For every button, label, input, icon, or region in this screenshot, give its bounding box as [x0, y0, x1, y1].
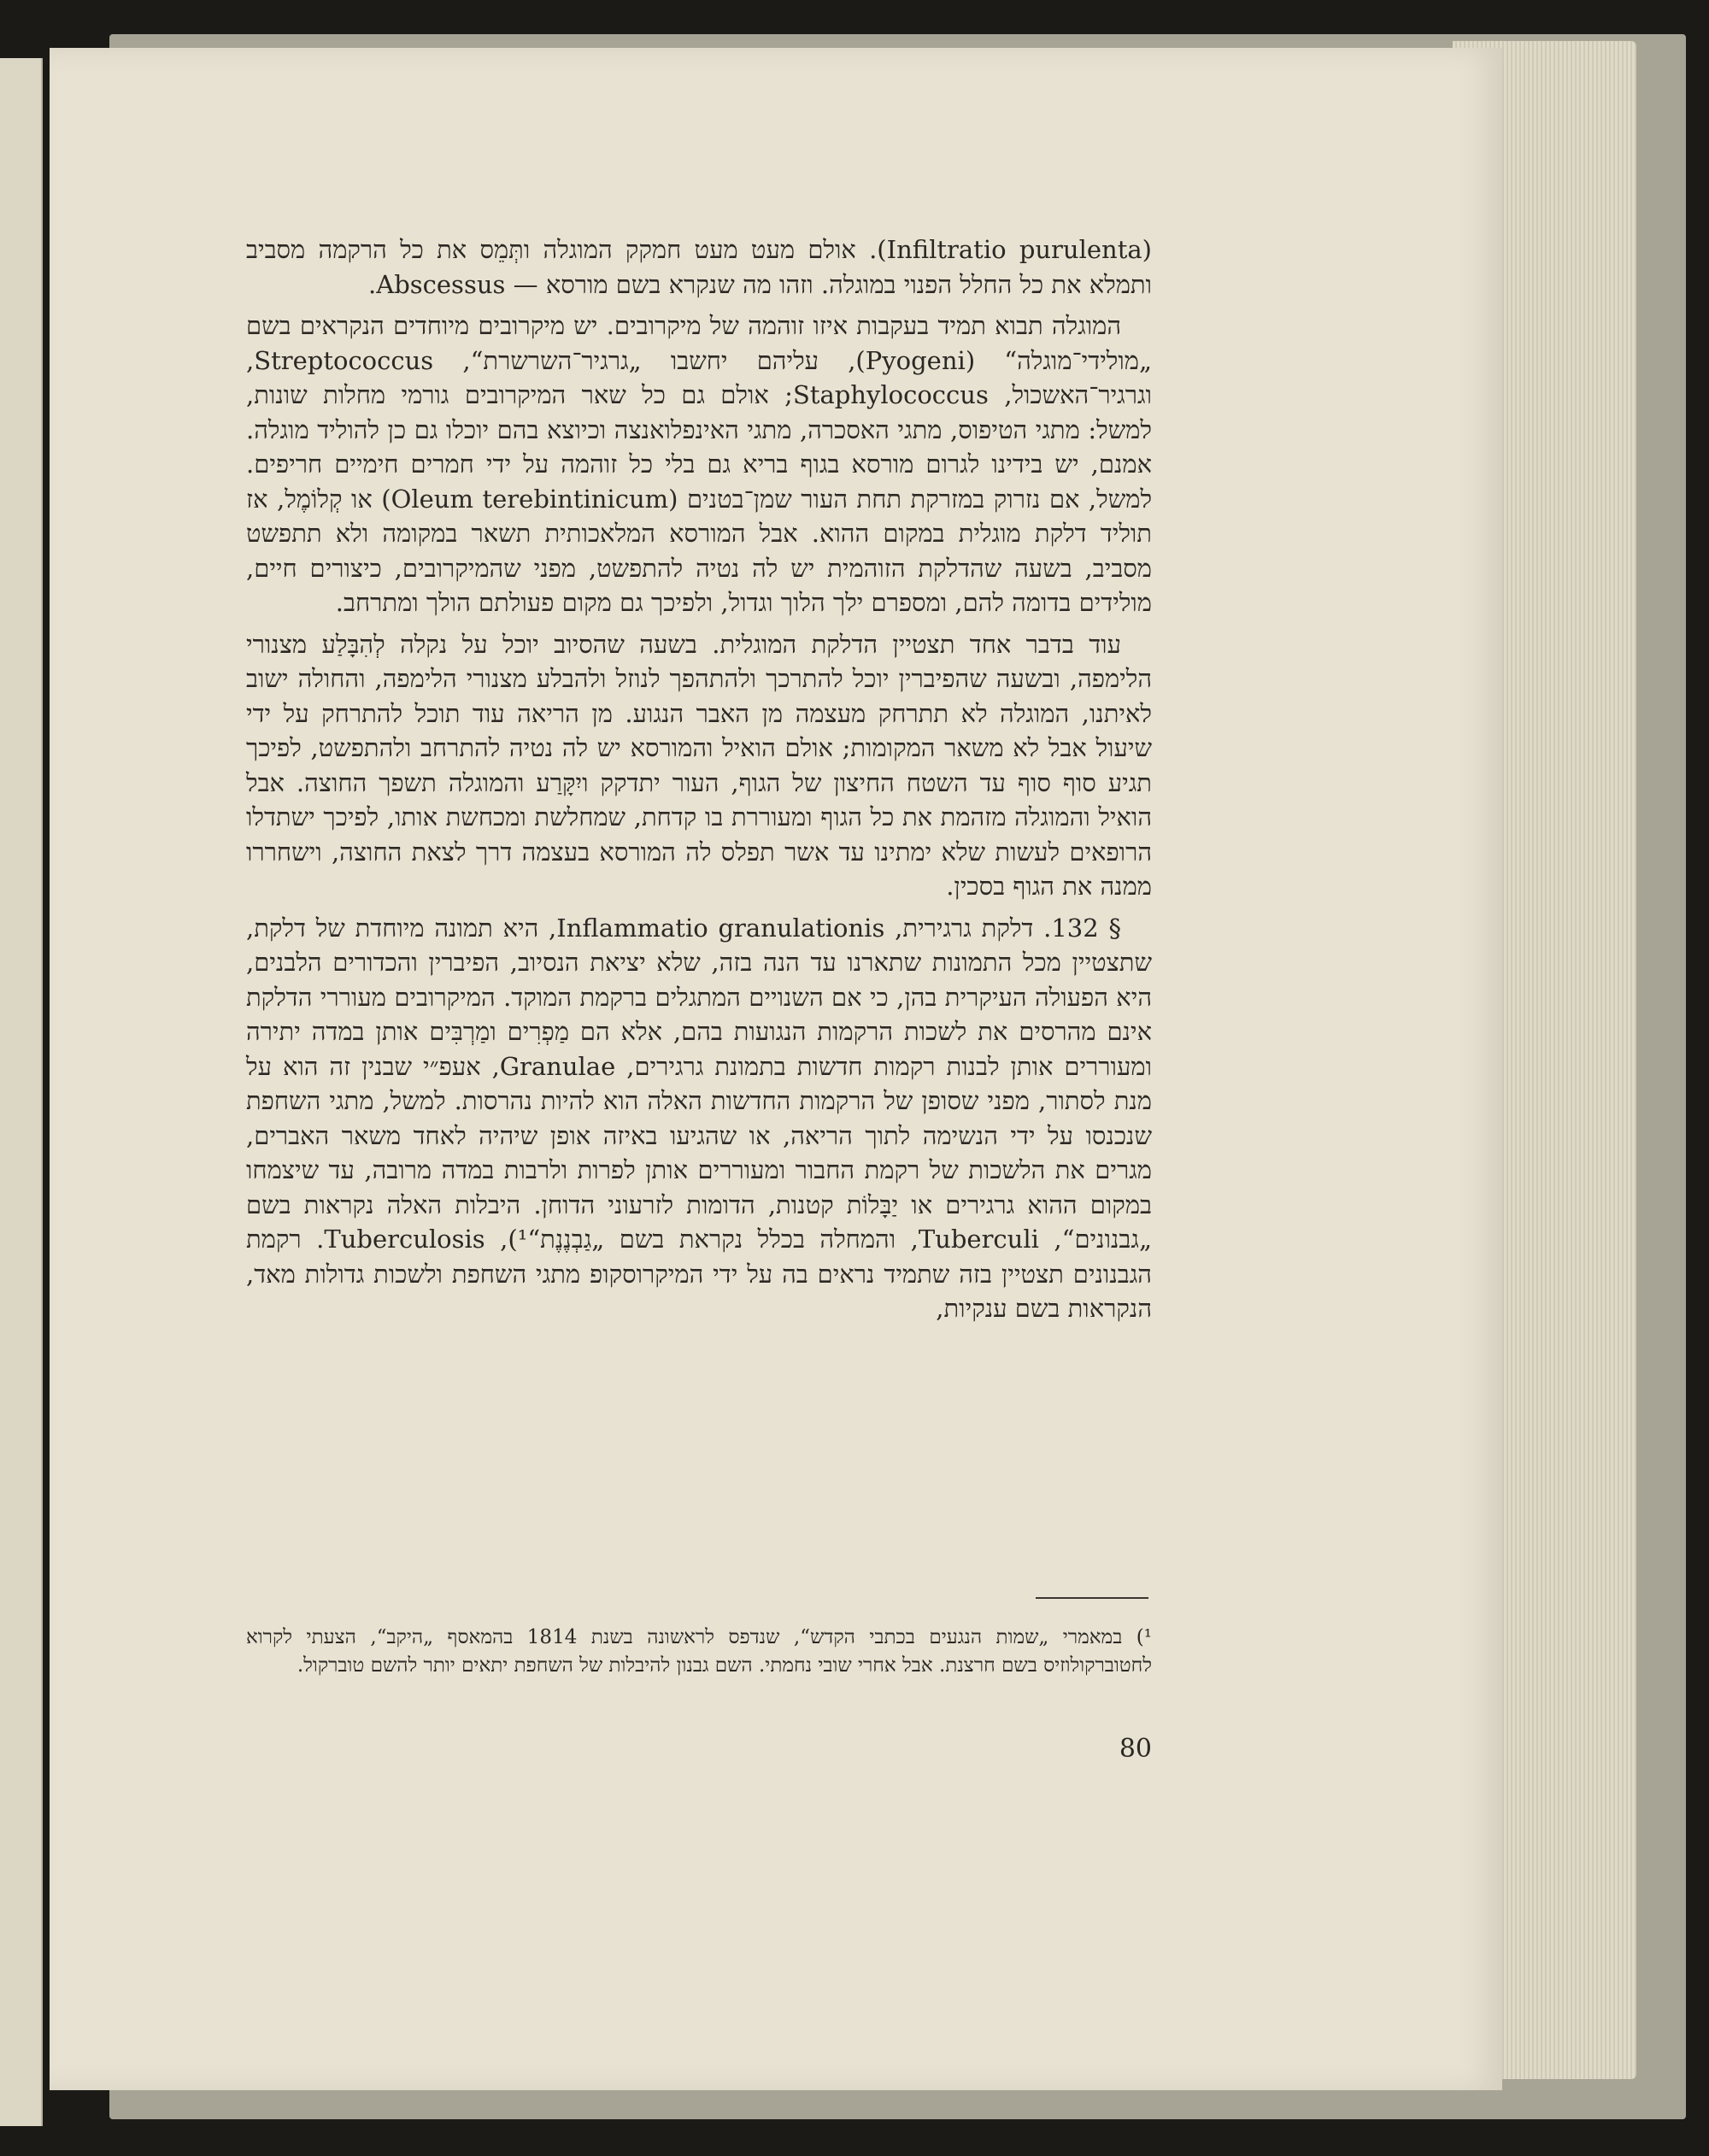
paragraph-section-132: § 132. דלקת גרגירית, Inflammatio granulationis, היא תמונה מיוחדת של דלקת, שתצטיין מכל התמונות שתארנו עד הנה בזה, שלא יציאת הנסיוב, הפיברין והכדורים הלבנים, היא הפעולה העיקרית בהן, כי אם השנויים המתגלים ברקמת המוקד. המיקרובים מעוררי הדלקת אינם מהרסים את לשכות הרקמות הנגועות בהם, אלא הם מַפְרִים ומַרְבִּים אותן במדה יתירה ומעוררים אותן לבנות רקמות חדשות בתמונת גרגירים, Granulae, אעפ״י שבנין זה הוא על מנת לסתור, מפני שסופן של הרקמות החדשות האלה הוא להיות נהרסות. למשל, מתגי השחפת שנכנסו על ידי הנשימה לתוך הריאה, או שהגיעו באיזה אופן שיהיה לאחד משאר האברים, מגרים את הלשכות של רקמת החבור ומעוררים אותן לפרות ולרבות במדה מרובה, עד שיצמחו במקום ההוא גרגירים או יַבָּלוֹת קטנות, הדומות לזרעוני הדוחן. היבלות האלה נקראות בשם „גבנונים“, Tuberculi, והמחלה בכלל נקראת בשם „גַבְנֶנֶת“¹), Tuberculosis. רקמת הגבנונים תצטיין בזה שתמיד נראים בה על ידי המיקרוסקופ מתגי השחפת ולשכות גדולות מאד, הנקראות בשם ענקיות, — [246, 913, 1152, 1323]
footnote-rule — [1036, 1597, 1148, 1599]
paragraph: עוד בדבר אחד תצטיין הדלקת המוגלית. בשעה שהסיוב יוכל על נקלה לְהִבָּלַע מצנורי הלימפה, ובשעה שהפיברין יוכל להתרכך ולהתהפך לנוזל ולהבלע מצנורי הלימפה, והחולה ישוב לאיתנו, המוגלה לא תתרחק מעצמה מן האבר הנגוע. מן הריאה עוד תוכל להתרחק על ידי שיעול אבל לא משאר המקומות; אולם הואיל והמורסא יש לה נטיה להתרחב ולהתפשט, לפיכך תגיע סוף סוף עד השטח החיצון של הגוף, העור יתדקק ויִקָּרַע והמוגלה תשפך החוצה. אבל הואיל והמוגלה מזהמת את כל הגוף ומעוררת בו קדחת, שמחלשת ומכחשת אותו, לפיכך ישתדלו הרופאים לעשות שלא ימתינו עד אשר תפלס לה המורסא בעצמה דרך לצאת החוצה, וישחררו ממנה את הגוף בסכין. — [246, 629, 1152, 901]
page-number: 80 — [1119, 1734, 1152, 1764]
page-body — [246, 232, 1152, 1326]
footnote: ¹) במאמרי „שמות הנגעים בכתבי הקדש“, שנדפס לראשונה בשנת 1814 בהמאסף „היקב“, הצעתי לקרוא לחטוברקולוזיס בשם חרצנת. אבל אחרי שובי נחמתי. השם גבנון להיבלות של השחפת יתאים יותר להשם טוברקול. — [246, 1626, 1152, 1677]
left-page-edge — [0, 58, 43, 2126]
paragraph: (Infiltratio purulenta). אולם מעט מעט חמקק המוגלה ותְּמֵס את כל הרקמה מסביב ותמלא את כל החלל הפנוי במוגלה. וזהו מה שנקרא בשם מורסא — Abscessus. — [246, 235, 1152, 299]
paragraph: המוגלה תבוא תמיד בעקבות איזו זוהמה של מיקרובים. יש מיקרובים מיוחדים הנקראים בשם „מולידי־מוגלה“ (Pyogeni), עליהם יחשבו „גרגיר־השרשרת“, Streptococcus, וגרגיר־האשכול, Staphylococcus; אולם גם כל שאר המיקרובים גורמי מחלות שונות, למשל: מתגי הטיפוס, מתגי האסכרה, מתגי האינפלואנצה וכיוצא בהם יוכלו גם כן להוליד מוגלה. אמנם, יש בידינו לגרום מורסא בגוף בריא גם בלי כל זוהמה על ידי חמרים חימיים חריפים. למשל, אם נזרוק במזרקת תחת העור שמן־בטנים (Oleum terebintinicum) או קְלוֹמֶל, אז תוליד דלקת מוגלית במקום ההוא. אבל המורסא המלאכותית תשאר במקומה ולא תתפשט מסביב, בשעה שהדלקת הזוהמית יש לה נטיה להתפשט, מפני שהמיקרובים, כיצורים חיים, מולידים בדומה להם, ומספרם ילך הלוך וגדול, ולפיכך גם מקום פעולתם הולך ומתרחב. — [246, 311, 1153, 617]
